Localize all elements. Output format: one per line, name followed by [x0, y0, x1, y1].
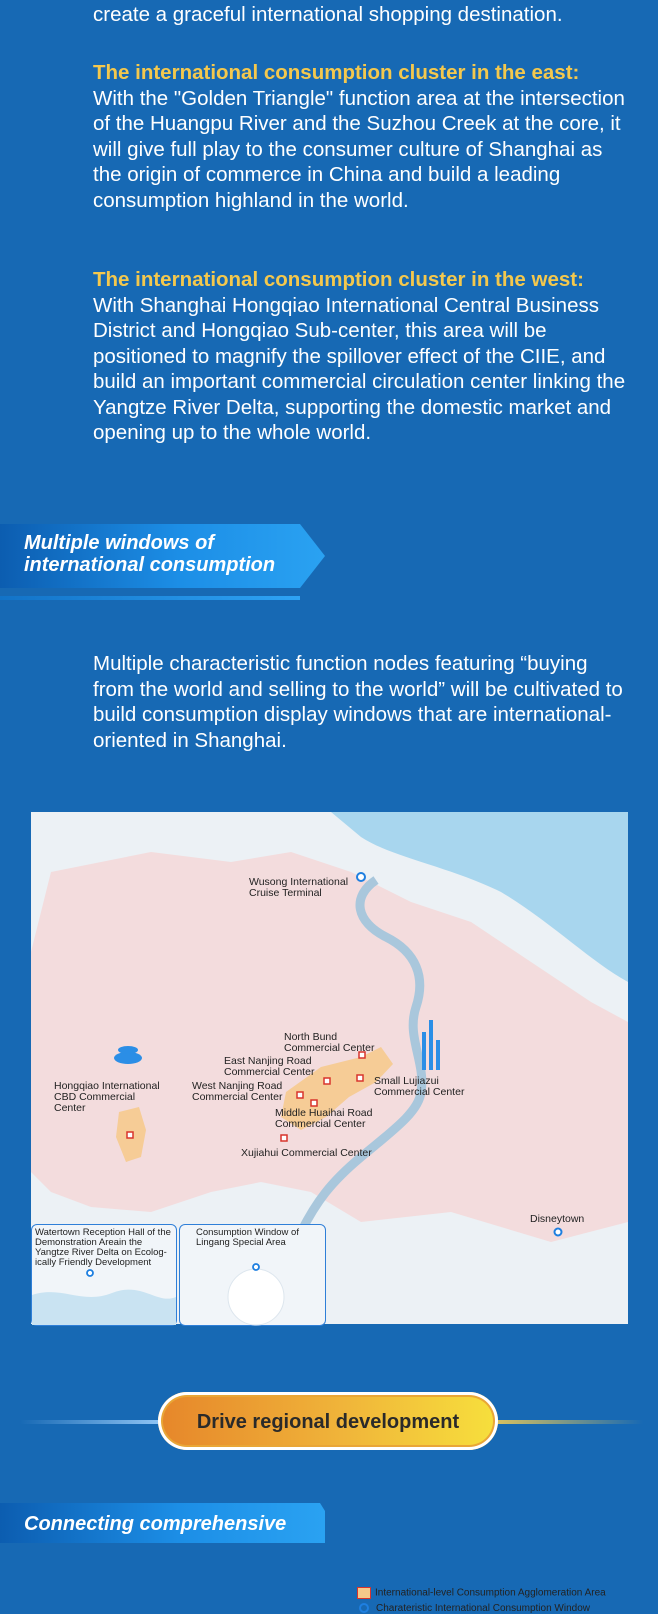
cta-line-left [20, 1420, 160, 1424]
inset-lingang [179, 1224, 326, 1326]
label-disneytown: Disneytown [530, 1213, 585, 1225]
label-lujiazui: Small Lujiazui Commercial Center [374, 1075, 465, 1098]
inset-lingang-title: Consumption Window of Lingang Special Area [196, 1227, 299, 1248]
ribbon-label: Multiple windows of international consumption [24, 532, 276, 576]
label-xujiahui: Xujiahui Commercial Center [241, 1147, 372, 1159]
drive-regional-development-button[interactable]: Drive regional development [158, 1392, 498, 1450]
inset-lingang-graphic [180, 1225, 325, 1325]
disneytown-marker [555, 1229, 562, 1236]
east-cluster-paragraph [93, 60, 633, 213]
ribbon-underline [0, 596, 300, 600]
lujiazui-marker [357, 1075, 363, 1081]
west-cluster-paragraph [93, 267, 633, 446]
label-huaihai: Middle Huaihai Road Commercial Center [275, 1107, 373, 1130]
west-nanjing-marker [297, 1092, 303, 1098]
label-north-bund: North Bund Commercial Center [284, 1031, 375, 1054]
legend-square-icon [357, 1587, 371, 1599]
inset-watertown [31, 1224, 177, 1326]
hongqiao-marker [127, 1132, 133, 1138]
intro-line: create a graceful international shopping destination. [93, 3, 563, 26]
label-wusong: Wusong International Cruise Terminal [249, 876, 349, 899]
legend-agglomeration [357, 1587, 606, 1599]
east-cluster-heading: The international consumption cluster in the east: [93, 61, 580, 84]
east-cluster-body: With the "Golden Triangle" function area at the intersection of the Huangpu River and the Suzhou Creek at the core, it will give full play to the consumer culture of Shanghai as the origin of commerce in China and build a leading consumption highland in the world. [93, 86, 625, 212]
east-nanjing-marker [324, 1078, 330, 1084]
legend-circle-icon [359, 1603, 369, 1613]
inset-watertown-title: Watertown Reception Hall of the Demonstration Areain the Yangtze River Delta on Ecolog-ically Friendly Development [35, 1227, 171, 1268]
legend-window-label: Charateristic International Consumption Window [376, 1603, 590, 1614]
ribbon-label: Connecting comprehensive [24, 1513, 287, 1535]
label-hongqiao: Hongqiao International CBD Commercial Center [54, 1080, 160, 1114]
huaihai-marker [311, 1100, 317, 1106]
cta-band [0, 1392, 658, 1452]
west-cluster-body: With Shanghai Hongqiao International Central Business District and Hongqiao Sub-center, this area will be positioned to magnify the spillover effect of the CIIE, and build an important commercial circulation center linking the Yangtze River Delta, supporting the domestic market and opening up to the whole world. [93, 293, 626, 444]
label-east-nanjing: East Nanjing Road Commercial Center [224, 1055, 315, 1078]
west-cluster-heading: The international consumption cluster in the west: [93, 268, 584, 291]
cta-line-right [498, 1420, 643, 1424]
nodes-paragraph: Multiple characteristic function nodes featuring “buying from the world and selling to the world” will be cultivated to build consumption display windows that are international-oriented in Shanghai. [93, 652, 623, 752]
legend-window [357, 1603, 590, 1614]
xujiahui-marker [281, 1135, 287, 1141]
legend-agglomeration-label: International-level Consumption Agglomeration Area [375, 1587, 606, 1599]
label-west-nanjing: West Nanjing Road Commercial Center [192, 1080, 283, 1103]
inset-watertown-graphic [32, 1225, 176, 1325]
